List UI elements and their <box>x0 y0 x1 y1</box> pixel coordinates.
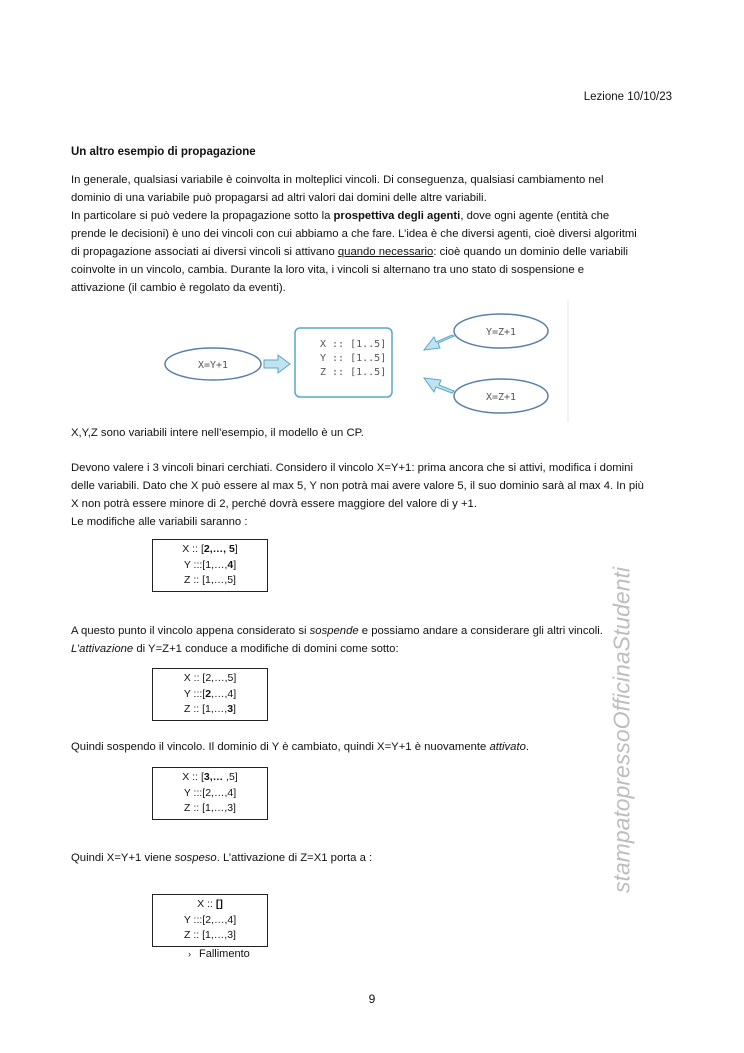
watermark <box>608 540 635 920</box>
diagram-svg <box>160 300 570 422</box>
domain-row-z: Z :: [1,…,3] <box>184 929 236 941</box>
bottom-right-constraint-label: X=Z+1 <box>485 392 517 403</box>
text-line: dominio di una variabile può propagarsi ad altri valori dai domini delle altre variabili. <box>71 192 487 204</box>
domain-row-y: Y :::[1,…,4] <box>183 558 237 571</box>
suspended-paragraph <box>71 849 677 867</box>
text-line: attivazione (il cambio è regolato da eventi). <box>71 282 286 294</box>
text-line: In particolare si può vedere la propagazione sotto la prospettiva degli agenti, dove ogni agente (entità che <box>71 210 610 222</box>
domain-row-z: Z :: [1,…,5] <box>184 574 236 586</box>
top-right-constraint-label: Y=Z+1 <box>485 327 517 338</box>
lecture-date: Lezione 10/10/23 <box>583 91 672 103</box>
text-line: Quindi sospendo il vincolo. Il dominio di Y è cambiato, quindi X=Y+1 è nuovamente attivato. <box>71 741 530 753</box>
text-line: di propagazione associati ai diversi vincoli si attivano quando necessario: cioè quando un dominio delle variabili <box>71 246 629 258</box>
domain-table-1 <box>152 539 268 592</box>
domain-row-x: X :: [2,…,5] <box>183 672 237 684</box>
text-line: Le modifiche alle variabili saranno : <box>71 516 248 528</box>
domain-row-y: Y :::[2,…,4] <box>183 786 237 799</box>
domain-row-x: X :: [2,…, 5] <box>182 543 238 555</box>
text-line: X non potrà essere minore di 2, perché dovrà essere maggiore del valore di y +1. <box>71 498 477 510</box>
left-constraint-label: X=Y+1 <box>197 360 229 371</box>
text-line: prende le decisioni) è uno dei vincoli con cui abbiamo a che fare. L’idea è che diversi agenti, cioè diversi algoritmi <box>71 228 637 240</box>
failure-label: Fallimento <box>199 948 250 960</box>
text-line: L’attivazione di Y=Z+1 conduce a modifiche di domini come sotto: <box>71 643 399 655</box>
domain-row-x: X :: [] <box>197 898 223 910</box>
domain-table-4 <box>152 894 268 947</box>
domain-row-y: Y :::[2,…,4] <box>183 913 237 926</box>
domain-line-z: Z :: [1..5] <box>320 367 387 378</box>
page-number: 9 <box>368 992 376 1006</box>
failure-result <box>188 948 250 960</box>
domain-row-z: Z :: [1,…,3] <box>184 802 236 814</box>
suspension-paragraph <box>71 622 677 658</box>
reactivation-paragraph <box>71 738 677 756</box>
text-line: A questo punto il vincolo appena considerato si sospende e possiamo andare a considerare gli altri vincoli. <box>71 625 603 637</box>
propagation-paragraph <box>71 459 677 531</box>
text-line: Quindi X=Y+1 viene sospeso. L’attivazione di Z=X1 porta a : <box>71 852 373 864</box>
domain-line-y: Y :: [1..5] <box>320 353 387 364</box>
constraint-diagram <box>160 300 570 422</box>
domain-table-2 <box>152 668 268 721</box>
arrow-bottom-right-to-center <box>424 378 454 393</box>
section-title: Un altro esempio di propagazione <box>71 146 256 158</box>
text-line: In generale, qualsiasi variabile è coinvolta in molteplici vincoli. Di conseguenza, qualsiasi cambiamento nel <box>71 174 604 186</box>
bullet-arrow-icon: › <box>188 949 191 959</box>
domain-row-z: Z :: [1,…,3] <box>184 703 236 715</box>
text-line: Devono valere i 3 vincoli binari cerchiati. Considero il vincolo X=Y+1: prima ancora che si attivi, modifica i domini <box>71 462 633 474</box>
domain-line-x: X :: [1..5] <box>320 339 387 350</box>
domain-table-3 <box>152 767 268 820</box>
diagram-caption: X,Y,Z sono variabili intere nell’esempio, il modello è un CP. <box>71 427 364 439</box>
intro-paragraph <box>71 171 677 297</box>
text-line: coinvolte in un vincolo, cambia. Durante la loro vita, i vincoli si alternano tra uno stato di sospensione e <box>71 264 585 276</box>
arrow-top-right-to-center <box>424 335 454 350</box>
domain-row-x: X :: [3,… ,5] <box>182 771 238 783</box>
watermark-text: stampatopressoOfficinaStudenti <box>608 566 635 894</box>
domain-row-y: Y :::[2,…,4] <box>183 687 237 700</box>
text-line: delle variabili. Dato che X può essere al max 5, Y non potrà mai avere valore 5, il suo dominio sarà al max 4. In più <box>71 480 644 492</box>
arrow-left-to-center <box>264 355 290 373</box>
